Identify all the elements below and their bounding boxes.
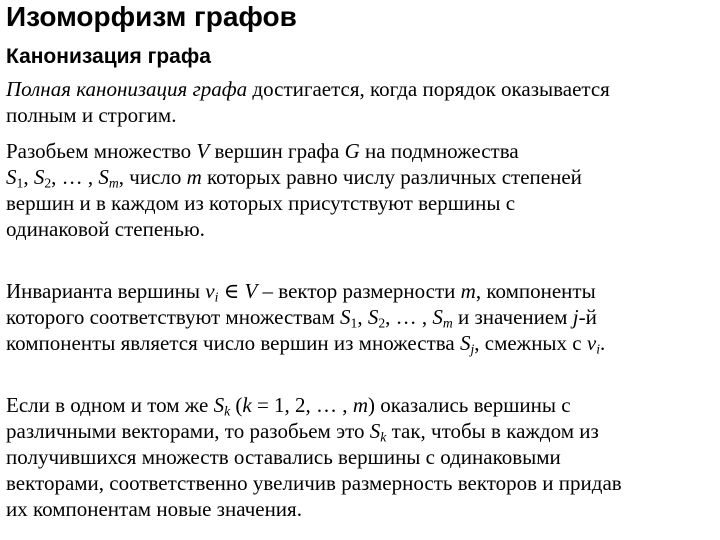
text-run: различными векторами, то разобьем это: [6, 419, 370, 443]
math-var: S: [369, 419, 381, 443]
math-var: G: [344, 139, 360, 163]
section-subtitle: Канонизация графа: [6, 45, 211, 68]
math-var: S: [339, 305, 351, 329]
text-run: , смежных с: [474, 331, 587, 355]
italic-term: Полная канонизация графа: [6, 77, 248, 101]
text-run: на подмножества: [359, 139, 519, 163]
math-var: v: [586, 331, 597, 355]
text-run: ,: [357, 305, 368, 329]
math-var: k: [242, 393, 252, 417]
math-var: S: [98, 165, 109, 189]
text-line: [6, 330, 605, 356]
math-var: S: [432, 305, 443, 329]
math-var: S: [459, 331, 471, 355]
subscript: m: [108, 175, 119, 191]
subscript: 1: [350, 315, 358, 331]
subscript: 1: [16, 175, 24, 191]
text-run: Инварианта вершины: [6, 279, 206, 303]
text-line: векторами, соответственно увеличив размерность векторов и придав: [6, 471, 622, 495]
math-var: m: [352, 393, 368, 417]
subscript: i: [214, 289, 219, 305]
math-var: S: [6, 165, 17, 189]
math-var: m: [186, 165, 202, 189]
text-line: одинаковой степенью.: [6, 217, 205, 241]
paragraph-partition: [6, 138, 582, 242]
text-line: [6, 304, 605, 330]
math-var: v: [205, 279, 215, 303]
text-line: [6, 76, 610, 102]
paragraph-invariant: [6, 278, 605, 356]
element-of-symbol: ∈: [218, 279, 245, 303]
text-run: (: [230, 393, 243, 417]
subscript: j: [470, 341, 475, 357]
text-line: [6, 138, 582, 164]
math-var: j: [572, 305, 579, 329]
subscript: 2: [44, 175, 52, 191]
text-run: Если в одном и том же: [6, 393, 214, 417]
text-line: их компонентам новые значения.: [6, 497, 302, 521]
subscript: i: [596, 341, 600, 357]
text-line: [6, 164, 582, 190]
text-line: полным и строгим.: [6, 103, 177, 127]
text-run: , … ,: [51, 165, 99, 189]
text-run: вершин графа: [209, 139, 345, 163]
paragraph-full-canonization: [6, 76, 610, 128]
math-var: S: [367, 305, 379, 329]
text-run: , число: [118, 165, 187, 189]
text-line: [6, 418, 622, 444]
text-run: ,: [23, 165, 34, 189]
text-line: получившихся множеств оставались вершины с одинаковыми: [6, 445, 561, 469]
text-line: [6, 392, 622, 418]
text-run: .: [599, 331, 606, 355]
math-var: S: [213, 393, 225, 417]
text-run: которых равно числу различных степеней: [201, 165, 582, 189]
text-run: и значением: [452, 305, 573, 329]
text-run: , компоненты: [475, 279, 596, 303]
text-run: так, чтобы в каждом из: [386, 419, 599, 443]
text-run: -й: [578, 305, 597, 329]
subscript: k: [224, 403, 231, 419]
text-run: достигается, когда порядок оказывается: [247, 77, 610, 101]
text-run: , … ,: [385, 305, 433, 329]
text-run: компоненты является число вершин из множества: [6, 331, 460, 355]
paragraph-refinement: [6, 392, 622, 522]
text-run: ) оказались вершины с: [367, 393, 571, 417]
math-var: m: [460, 279, 476, 303]
text-run: – вектор размерности: [257, 279, 461, 303]
subscript: 2: [378, 315, 386, 331]
math-var: S: [33, 165, 45, 189]
text-run: Разобьем множество: [6, 139, 197, 163]
text-line: вершин и в каждом из которых присутствуют вершины с: [6, 191, 516, 215]
text-run: = 1, 2, … ,: [251, 393, 353, 417]
math-var: V: [244, 279, 258, 303]
page-title: Изоморфизм графов: [6, 1, 297, 32]
text-run: которого соответствуют множествам: [6, 305, 340, 329]
subscript: k: [380, 429, 387, 445]
text-line: [6, 278, 605, 304]
math-var: V: [196, 139, 210, 163]
subscript: m: [442, 315, 453, 331]
